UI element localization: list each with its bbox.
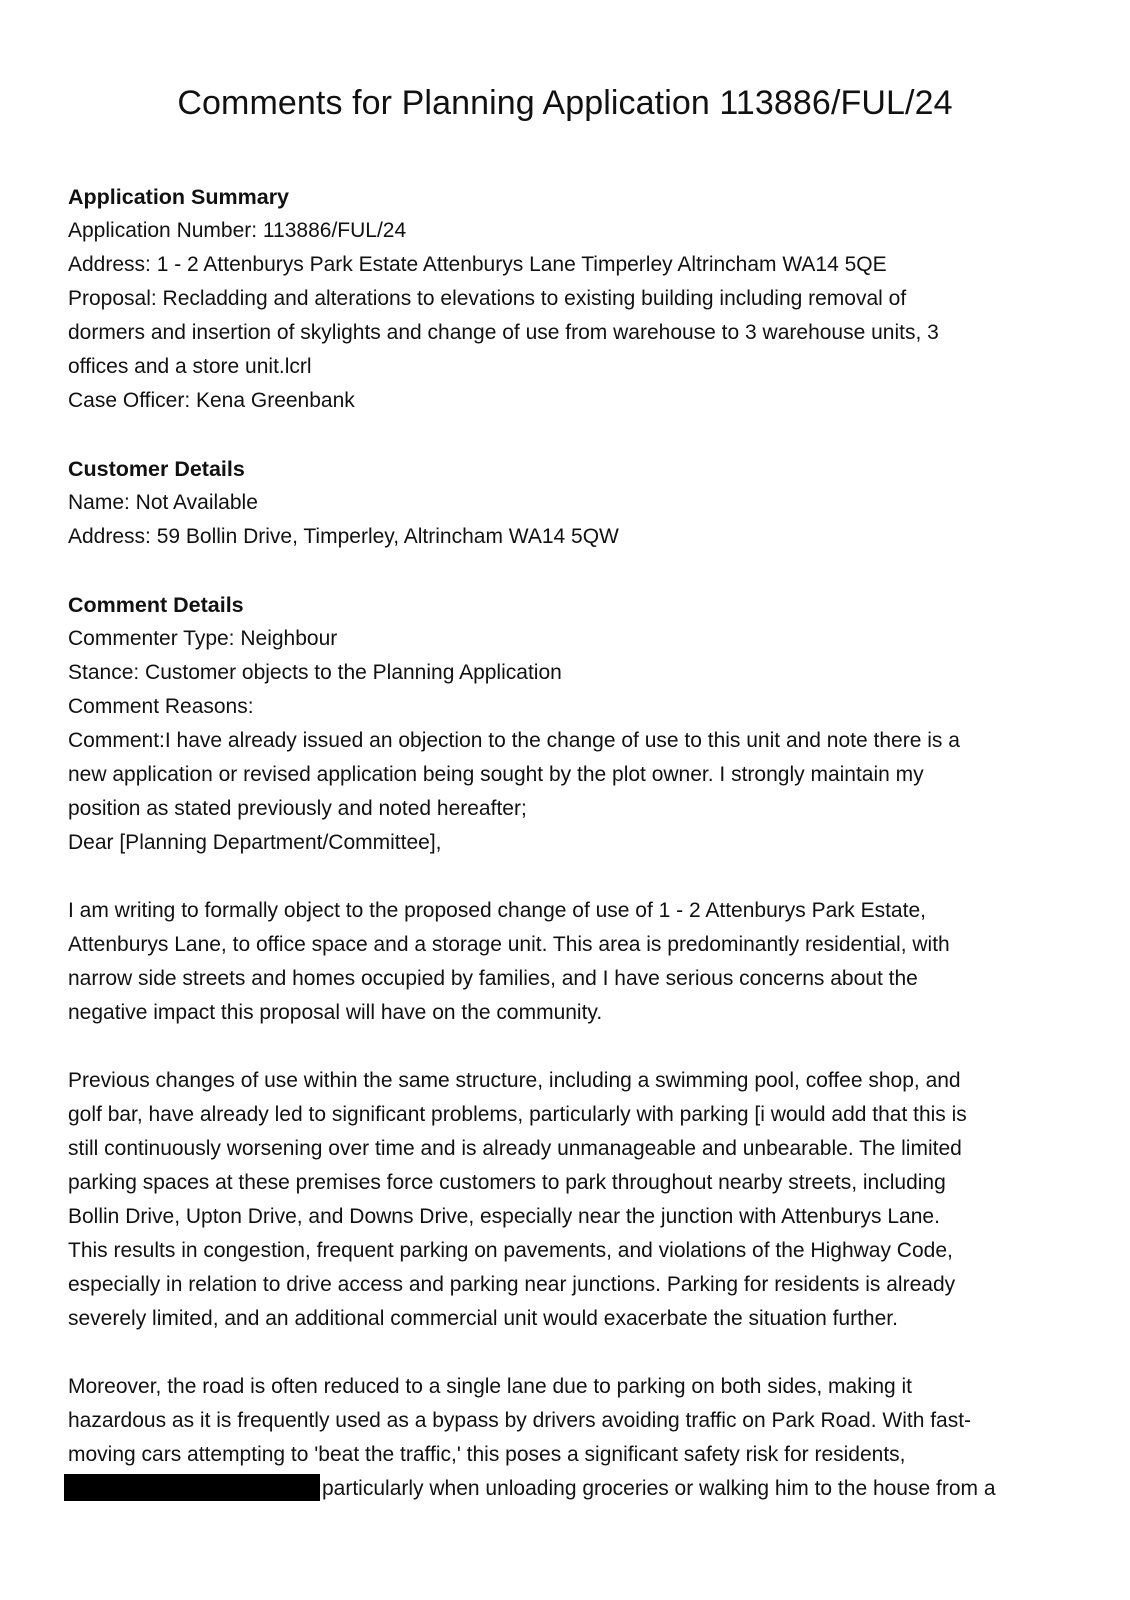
page-title: Comments for Planning Application 113886/FUL/24 [177, 84, 953, 122]
comment-details-heading: Comment Details [68, 593, 244, 617]
comment-details-section [68, 588, 1068, 1506]
paragraph-line: golf bar, have already led to significant problems, particularly with parking [i would add that this is [68, 1103, 967, 1126]
paragraph-line: Previous changes of use within the same structure, including a swimming pool, coffee shop, and [68, 1069, 961, 1092]
paragraph-line-text: particularly when unloading groceries or walking him to the house from a [322, 1477, 996, 1500]
paragraph-line: This results in congestion, frequent parking on pavements, and violations of the Highway Code, [68, 1239, 953, 1262]
comment-paragraph-1 [68, 894, 1068, 1030]
comment-line: Dear [Planning Department/Committee], [68, 831, 442, 854]
comment-paragraph-3 [68, 1370, 1068, 1506]
proposal-line: Proposal: Recladding and alterations to elevations to existing building including removal of [68, 287, 907, 310]
comment-line: position as stated previously and noted hereafter; [68, 797, 527, 820]
comment-reasons: Comment Reasons: [68, 695, 254, 718]
proposal-line: dormers and insertion of skylights and change of use from warehouse to 3 warehouse units, 3 [68, 321, 939, 344]
paragraph-line: I am writing to formally object to the proposed change of use of 1 - 2 Attenburys Park Estate, [68, 899, 926, 922]
paragraph-line: moving cars attempting to 'beat the traffic,' this poses a significant safety risk for residents, [68, 1443, 906, 1466]
paragraph-line: parking spaces at these premises force customers to park throughout nearby streets, including [68, 1171, 946, 1194]
spacer [68, 860, 1068, 894]
customer-name: Name: Not Available [68, 491, 258, 514]
paragraph-line: especially in relation to drive access and parking near junctions. Parking for residents is already [68, 1273, 956, 1296]
paragraph-line: Moreover, the road is often reduced to a single lane due to parking on both sides, making it [68, 1375, 913, 1398]
redaction-block [64, 1474, 320, 1501]
customer-details-section [68, 452, 1068, 554]
proposal-line: offices and a store unit.lcrl [68, 355, 312, 378]
commenter-type: Commenter Type: Neighbour [68, 627, 338, 650]
spacer [68, 554, 1068, 588]
customer-details-heading: Customer Details [68, 457, 245, 481]
application-address: Address: 1 - 2 Attenburys Park Estate Attenburys Lane Timperley Altrincham WA14 5QE [68, 253, 887, 276]
paragraph-line-redacted [68, 1472, 1068, 1506]
comment-line: new application or revised application being sought by the plot owner. I strongly maintain my [68, 763, 924, 786]
customer-address: Address: 59 Bollin Drive, Timperley, Altrincham WA14 5QW [68, 525, 619, 548]
paragraph-line: still continuously worsening over time and is already unmanageable and unbearable. The limited [68, 1137, 962, 1160]
comment-paragraph-2 [68, 1064, 1068, 1336]
paragraph-line: negative impact this proposal will have on the community. [68, 1001, 603, 1024]
application-summary-section [68, 180, 1068, 418]
spacer [68, 1030, 1068, 1064]
spacer [68, 1336, 1068, 1370]
document-body [68, 180, 1068, 1506]
application-number: Application Number: 113886/FUL/24 [68, 219, 407, 242]
stance: Stance: Customer objects to the Planning Application [68, 661, 562, 684]
paragraph-line: hazardous as it is frequently used as a bypass by drivers avoiding traffic on Park Road. With fast- [68, 1409, 972, 1432]
paragraph-line: Bollin Drive, Upton Drive, and Downs Drive, especially near the junction with Attenburys Lane. [68, 1205, 940, 1228]
paragraph-line: Attenburys Lane, to office space and a storage unit. This area is predominantly residential, with [68, 933, 950, 956]
spacer [68, 418, 1068, 452]
application-summary-heading: Application Summary [68, 185, 290, 209]
paragraph-line: narrow side streets and homes occupied by families, and I have serious concerns about the [68, 967, 918, 990]
paragraph-line: severely limited, and an additional commercial unit would exacerbate the situation further. [68, 1307, 898, 1330]
comment-line: Comment:I have already issued an objection to the change of use to this unit and note there is a [68, 729, 960, 752]
case-officer: Case Officer: Kena Greenbank [68, 389, 355, 412]
